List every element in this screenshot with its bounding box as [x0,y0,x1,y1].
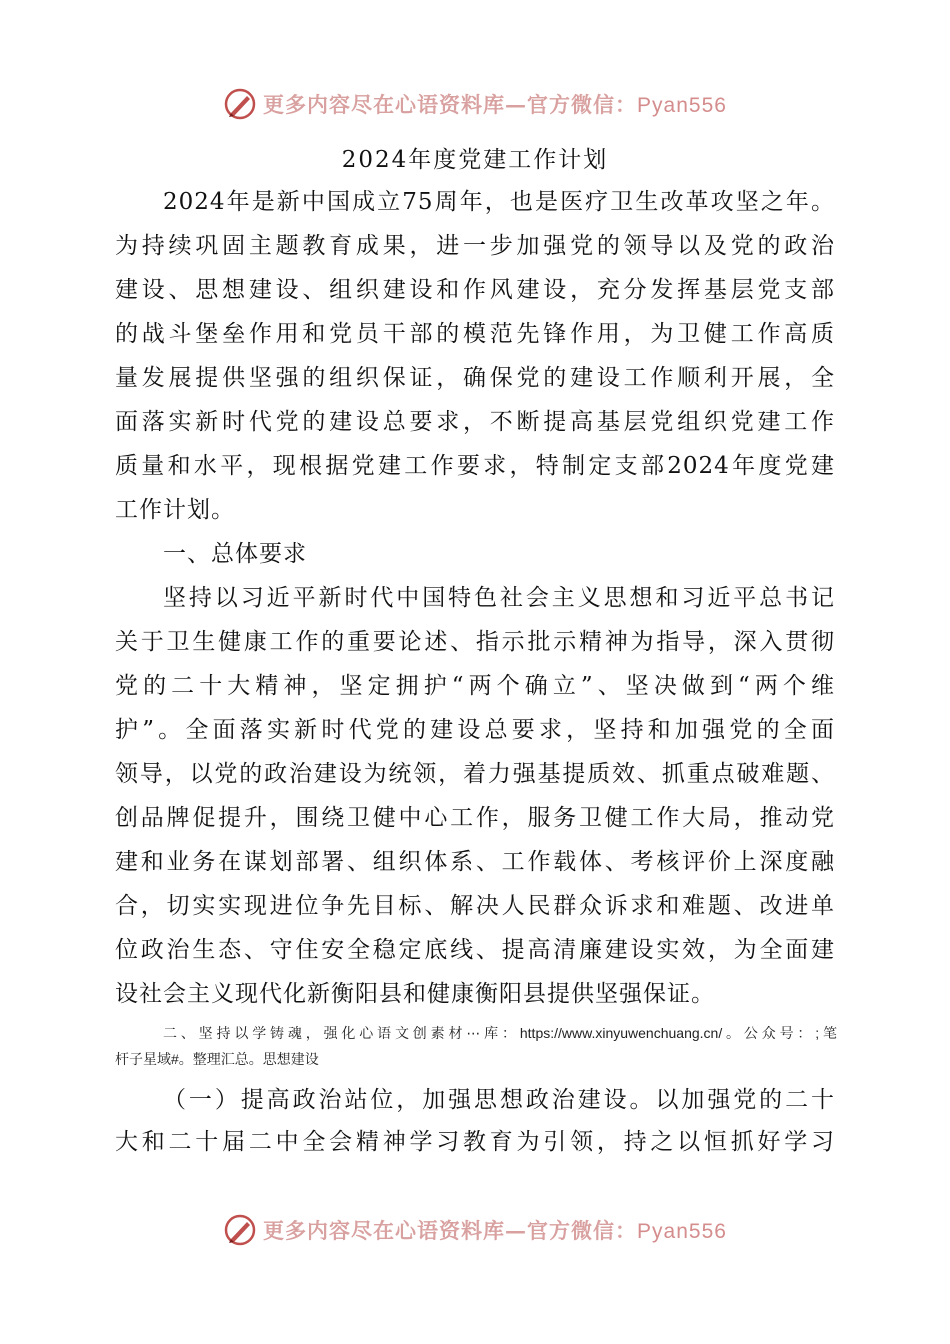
section-1-line-10: 设社会主义现代化新衡阳县和健康衡阳县提供坚强保证。 [115,981,715,1007]
section-1-line-4: 护”。全面落实新时代党的建设总要求，坚持和加强党的全面 [115,717,835,743]
pen-logo-icon [223,1213,257,1247]
section-1-line-3: 党的二十大精神，坚定拥护“两个确立”、坚决做到“两个维 [115,673,835,699]
section-1-line-9: 位政治生态、守住安全稳定底线、提高清廉建设实效，为全面建 [115,937,835,963]
section-1-line-2: 关于卫生健康工作的重要论述、指示批示精神为指导，深入贯彻 [115,629,835,655]
section-1-line-8: 合，切实实现进位争先目标、解决人民群众诉求和难题、改进单 [115,893,835,919]
intro-line-6: 面落实新时代党的建设总要求，不断提高基层党组织党建工作 [115,409,835,435]
footer-wechat-id: Pyan556 [637,1220,727,1243]
pen-logo-icon [223,87,257,121]
header-watermark-text: 更多内容尽在心语资料库—官方微信：Pyan556 [263,92,727,117]
intro-line-5: 量发展提供坚强的组织保证，确保党的建设工作顺利开展，全 [115,365,835,391]
intro-line-2: 为持续巩固主题教育成果，进一步加强党的领导以及党的政治 [115,233,835,259]
section-2-heading-line-2: 杆子星域#。整理汇总。思想建设 [115,1051,319,1067]
document-title: 2024年度党建工作计划 [341,147,609,173]
footer-watermark-banner [0,1208,950,1252]
section-2-line-2: 大和二十届二中全会精神学习教育为引领，持之以恒抓好学习 [115,1129,835,1155]
header-watermark-banner [0,82,950,126]
section-2-heading-line-1: 二、坚持以学铸魂，强化心语文创素材⋯库：https://www.xinyuwenchuang.cn/。公众号：;笔 [163,1025,837,1041]
intro-line-1: 2024年是新中国成立75周年，也是医疗卫生改革攻坚之年。 [163,189,835,215]
footer-watermark-text: 更多内容尽在心语资料库—官方微信：Pyan556 [263,1218,727,1243]
intro-line-8: 工作计划。 [115,497,235,523]
section-2-line-1: （一）提高政治站位，加强思想政治建设。以加强党的二十 [163,1087,835,1113]
section-1-heading: 一、总体要求 [163,541,307,567]
section-1-line-7: 建和业务在谋划部署、组织体系、工作载体、考核评价上深度融 [115,849,835,875]
intro-line-4: 的战斗堡垒作用和党员干部的模范先锋作用，为卫健工作高质 [115,321,835,347]
section-1-line-5: 领导，以党的政治建设为统领，着力强基提质效、抓重点破难题、 [115,761,835,787]
intro-line-7: 质量和水平，现根据党建工作要求，特制定支部2024年度党建 [115,453,835,479]
intro-line-3: 建设、思想建设、组织建设和作风建设，充分发挥基层党支部 [115,277,835,303]
section-1-line-6: 创品牌促提升，围绕卫健中心工作，服务卫健工作大局，推动党 [115,805,835,831]
header-wechat-id: Pyan556 [637,94,727,117]
section-1-line-1: 坚持以习近平新时代中国特色社会主义思想和习近平总书记 [163,585,835,611]
